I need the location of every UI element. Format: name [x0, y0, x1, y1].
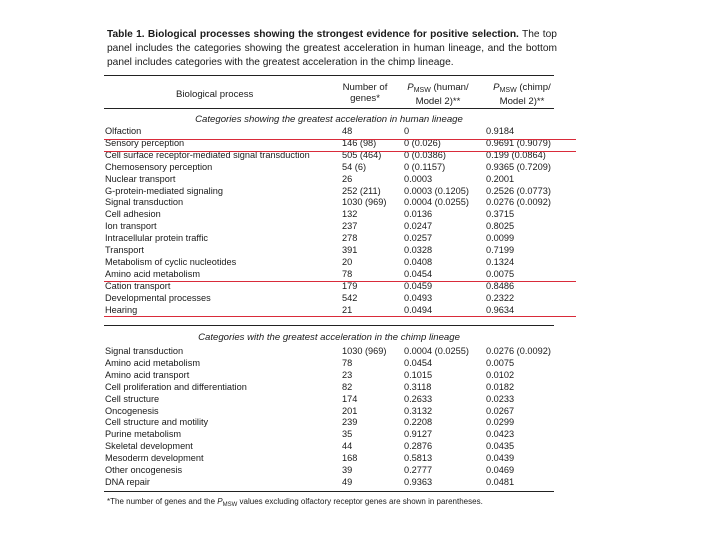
p-chimp-value: 0.0182	[486, 381, 515, 392]
table-row	[104, 394, 564, 406]
panel-divider	[104, 325, 554, 326]
p-chimp-value: 0.0435	[486, 441, 515, 452]
process-name: Cell structure and motility	[105, 417, 209, 428]
gene-count: 179	[342, 280, 358, 291]
p-chimp-value: 0.0276 (0.0092)	[486, 346, 551, 356]
table-row	[104, 233, 564, 245]
gene-count: 78	[342, 268, 353, 279]
p-human-line1: (human/	[430, 82, 469, 93]
table-caption	[107, 28, 557, 70]
p-chimp-value: 0.0075	[486, 357, 515, 368]
bottom-rule	[104, 491, 554, 492]
p-chimp-value: 0.0439	[486, 453, 515, 464]
table-row	[104, 429, 564, 441]
gene-count: 44	[342, 441, 353, 452]
gene-count: 78	[342, 357, 353, 368]
gene-count: 1030 (969)	[342, 346, 387, 356]
p-chimp-value: 0.2322	[486, 292, 515, 303]
p-human-value: 0.0494	[404, 304, 433, 315]
process-name: G-protein-mediated signaling	[105, 185, 223, 196]
table-row	[104, 293, 564, 305]
header-p-chimp	[482, 82, 562, 107]
footnote	[107, 497, 483, 508]
footnote-part2: values excluding olfactory receptor genes are shown in parentheses.	[237, 497, 483, 506]
table-row	[104, 186, 564, 198]
p-human-value: 0.1015	[404, 369, 433, 380]
p-chimp-value: 0.9634	[486, 304, 515, 315]
process-name: Skeletal development	[105, 441, 193, 452]
p-chimp-value: 0.3715	[486, 209, 515, 220]
p-human-value: 0.0136	[404, 209, 433, 220]
caption-title: Biological processes showing the strongest evidence for positive selection.	[147, 29, 519, 40]
process-name: Cell proliferation and differentiation	[105, 381, 247, 392]
p-human-value: 0.0257	[404, 233, 433, 244]
gene-count: 174	[342, 393, 358, 404]
process-name: Metabolism of cyclic nucleotides	[105, 256, 237, 267]
table-row	[104, 174, 564, 186]
table-row	[104, 441, 564, 453]
p-chimp-value: 0.0102	[486, 369, 515, 380]
p-human-subscript: MSW	[413, 87, 431, 94]
table-row	[104, 453, 564, 465]
gene-count: 146 (98)	[342, 137, 377, 148]
process-name: Mesoderm development	[105, 453, 204, 464]
gene-count: 168	[342, 453, 358, 464]
table-row	[104, 162, 564, 174]
p-human-value: 0.3118	[404, 381, 432, 392]
process-name: Amino acid metabolism	[105, 268, 200, 279]
p-chimp-line1: (chimp/	[516, 82, 551, 93]
process-name: Signal transduction	[105, 346, 184, 356]
process-name: Other oncogenesis	[105, 465, 183, 475]
p-human-value: 0.0328	[404, 245, 433, 255]
table-row	[104, 257, 564, 269]
p-chimp-value: 0.0299	[486, 417, 515, 428]
table-row	[104, 382, 564, 394]
p-human-value: 0.0004 (0.0255)	[404, 346, 469, 356]
table-row	[104, 370, 564, 382]
p-human-value: 0.0003 (0.1205)	[404, 185, 469, 196]
top-rule	[104, 75, 554, 76]
process-name: Hearing	[105, 304, 138, 315]
table-row	[104, 281, 564, 293]
p-human-value: 0.0454	[404, 357, 433, 368]
p-chimp-value: 0.8025	[486, 221, 515, 232]
gene-count: 505 (464)	[342, 149, 382, 160]
p-human-value: 0.9363	[404, 476, 433, 487]
highlight-line	[104, 281, 576, 282]
gene-count: 1030 (969)	[342, 197, 387, 208]
table-row	[104, 465, 564, 477]
p-chimp-value: 0.8486	[486, 280, 515, 291]
p-human-value: 0 (0.1157)	[404, 161, 446, 172]
gene-count: 20	[342, 256, 353, 267]
p-chimp-value: 0.0423	[486, 429, 515, 440]
p-human-value: 0.0247	[404, 221, 433, 232]
p-human-line2: Model 2)**	[415, 96, 461, 107]
p-chimp-value: 0.9184	[486, 126, 515, 136]
header-p-human	[398, 82, 478, 107]
p-chimp-value: 0.2001	[486, 173, 515, 184]
p-human-value: 0.0459	[404, 280, 433, 291]
p-chimp-value: 0.1324	[486, 256, 515, 267]
p-human-value: 0.0454	[404, 268, 433, 279]
gene-count: 391	[342, 245, 358, 255]
process-name: Cell structure	[105, 393, 160, 404]
gene-count: 49	[342, 476, 353, 487]
table-row	[104, 477, 564, 489]
bottom-panel-title: Categories with the greatest acceleration in the chimp lineage	[198, 332, 460, 343]
p-chimp-value: 0.2526 (0.0773)	[486, 185, 551, 196]
process-name: Cell surface receptor-mediated signal transduction	[105, 149, 310, 160]
p-human-value: 0.9127	[404, 429, 433, 440]
gene-count: 48	[342, 126, 353, 136]
p-chimp-value: 0.0267	[486, 405, 515, 416]
table-row	[104, 358, 564, 370]
gene-count: 239	[342, 417, 358, 428]
gene-count: 21	[342, 304, 353, 315]
gene-count: 132	[342, 209, 358, 220]
p-chimp-subscript: MSW	[499, 87, 517, 94]
table-row	[104, 197, 564, 209]
header-genes	[330, 82, 400, 104]
process-name: Ion transport	[105, 221, 157, 232]
p-chimp-symbol: P	[493, 82, 500, 93]
gene-count: 252 (211)	[342, 185, 381, 196]
table-row	[104, 126, 564, 138]
header-genes-line2: genes*	[350, 93, 380, 104]
p-chimp-value: 0.9691 (0.9079)	[486, 137, 551, 148]
p-human-value: 0.2633	[404, 393, 433, 404]
highlight-line	[104, 151, 576, 152]
process-name: Purine metabolism	[105, 429, 182, 440]
p-human-value: 0.3132	[404, 405, 433, 416]
process-name: DNA repair	[105, 476, 150, 487]
gene-count: 54 (6)	[342, 161, 367, 172]
table-row	[104, 406, 564, 418]
gene-count: 26	[342, 173, 353, 184]
p-chimp-value: 0.0099	[486, 233, 515, 244]
gene-count: 23	[342, 369, 353, 380]
p-chimp-value: 0.0233	[486, 393, 515, 404]
process-name: Transport	[105, 245, 144, 255]
p-chimp-value: 0.7199	[486, 245, 515, 255]
gene-count: 237	[342, 221, 358, 232]
header-process: Biological process	[176, 89, 254, 100]
p-human-value: 0.0493	[404, 292, 433, 303]
table-row	[104, 346, 564, 358]
process-name: Amino acid metabolism	[105, 357, 200, 368]
table-row	[104, 209, 564, 221]
p-human-value: 0	[404, 126, 410, 136]
table-row	[104, 417, 564, 429]
p-chimp-value: 0.0469	[486, 465, 515, 475]
caption-text: The top panel includes the categories showing the greatest acceleration in human lineage, and the bottom panel includes categories with the greatest acceleration in the chimp lineage.	[107, 29, 557, 68]
process-name: Developmental processes	[105, 292, 211, 303]
p-chimp-value: 0.0075	[486, 268, 515, 279]
gene-count: 201	[342, 405, 358, 416]
header-rule	[104, 108, 554, 109]
p-chimp-value: 0.9365 (0.7209)	[486, 161, 551, 172]
p-human-value: 0.5813	[404, 453, 433, 464]
caption-label: Table 1.	[107, 29, 145, 40]
p-human-value: 0.2876	[404, 441, 433, 452]
gene-count: 278	[342, 233, 358, 244]
p-human-value: 0.0408	[404, 256, 433, 267]
process-name: Chemosensory perception	[105, 161, 213, 172]
table-row	[104, 221, 564, 233]
process-name: Cation transport	[105, 280, 171, 291]
p-human-symbol: P	[407, 82, 414, 93]
p-human-value: 0.2777	[404, 465, 433, 475]
p-human-value: 0.2208	[404, 417, 433, 428]
header-genes-line1: Number of	[342, 82, 388, 93]
p-human-value: 0 (0.026)	[404, 137, 441, 148]
gene-count: 82	[342, 381, 353, 392]
p-chimp-value: 0.0276 (0.0092)	[486, 197, 551, 208]
highlight-line	[104, 139, 576, 140]
process-name: Nuclear transport	[105, 173, 176, 184]
gene-count: 39	[342, 465, 353, 475]
p-chimp-value: 0.199 (0.0864)	[486, 149, 546, 160]
highlight-line	[104, 316, 576, 317]
p-chimp-value: 0.0481	[486, 476, 515, 487]
top-panel-title: Categories showing the greatest acceleration in human lineage	[195, 114, 463, 125]
p-human-value: 0.0004 (0.0255)	[404, 197, 469, 208]
table-row	[104, 305, 564, 317]
process-name: Signal transduction	[105, 197, 184, 208]
process-name: Oncogenesis	[105, 405, 159, 416]
table-row	[104, 269, 564, 281]
gene-count: 542	[342, 292, 358, 303]
process-name: Intracellular protein traffic	[105, 233, 208, 244]
process-name: Sensory perception	[105, 137, 185, 148]
gene-count: 35	[342, 429, 353, 440]
table-row	[104, 245, 564, 257]
process-name: Amino acid transport	[105, 369, 190, 380]
process-name: Olfaction	[105, 126, 142, 136]
p-human-value: 0 (0.0386)	[404, 149, 446, 160]
footnote-part1: *The number of genes and the	[107, 497, 218, 506]
footnote-symbol: P	[217, 497, 223, 506]
p-human-value: 0.0003	[404, 173, 433, 184]
process-name: Cell adhesion	[105, 209, 161, 220]
p-chimp-line2: Model 2)**	[499, 96, 545, 107]
footnote-subscript: MSW	[222, 502, 238, 508]
